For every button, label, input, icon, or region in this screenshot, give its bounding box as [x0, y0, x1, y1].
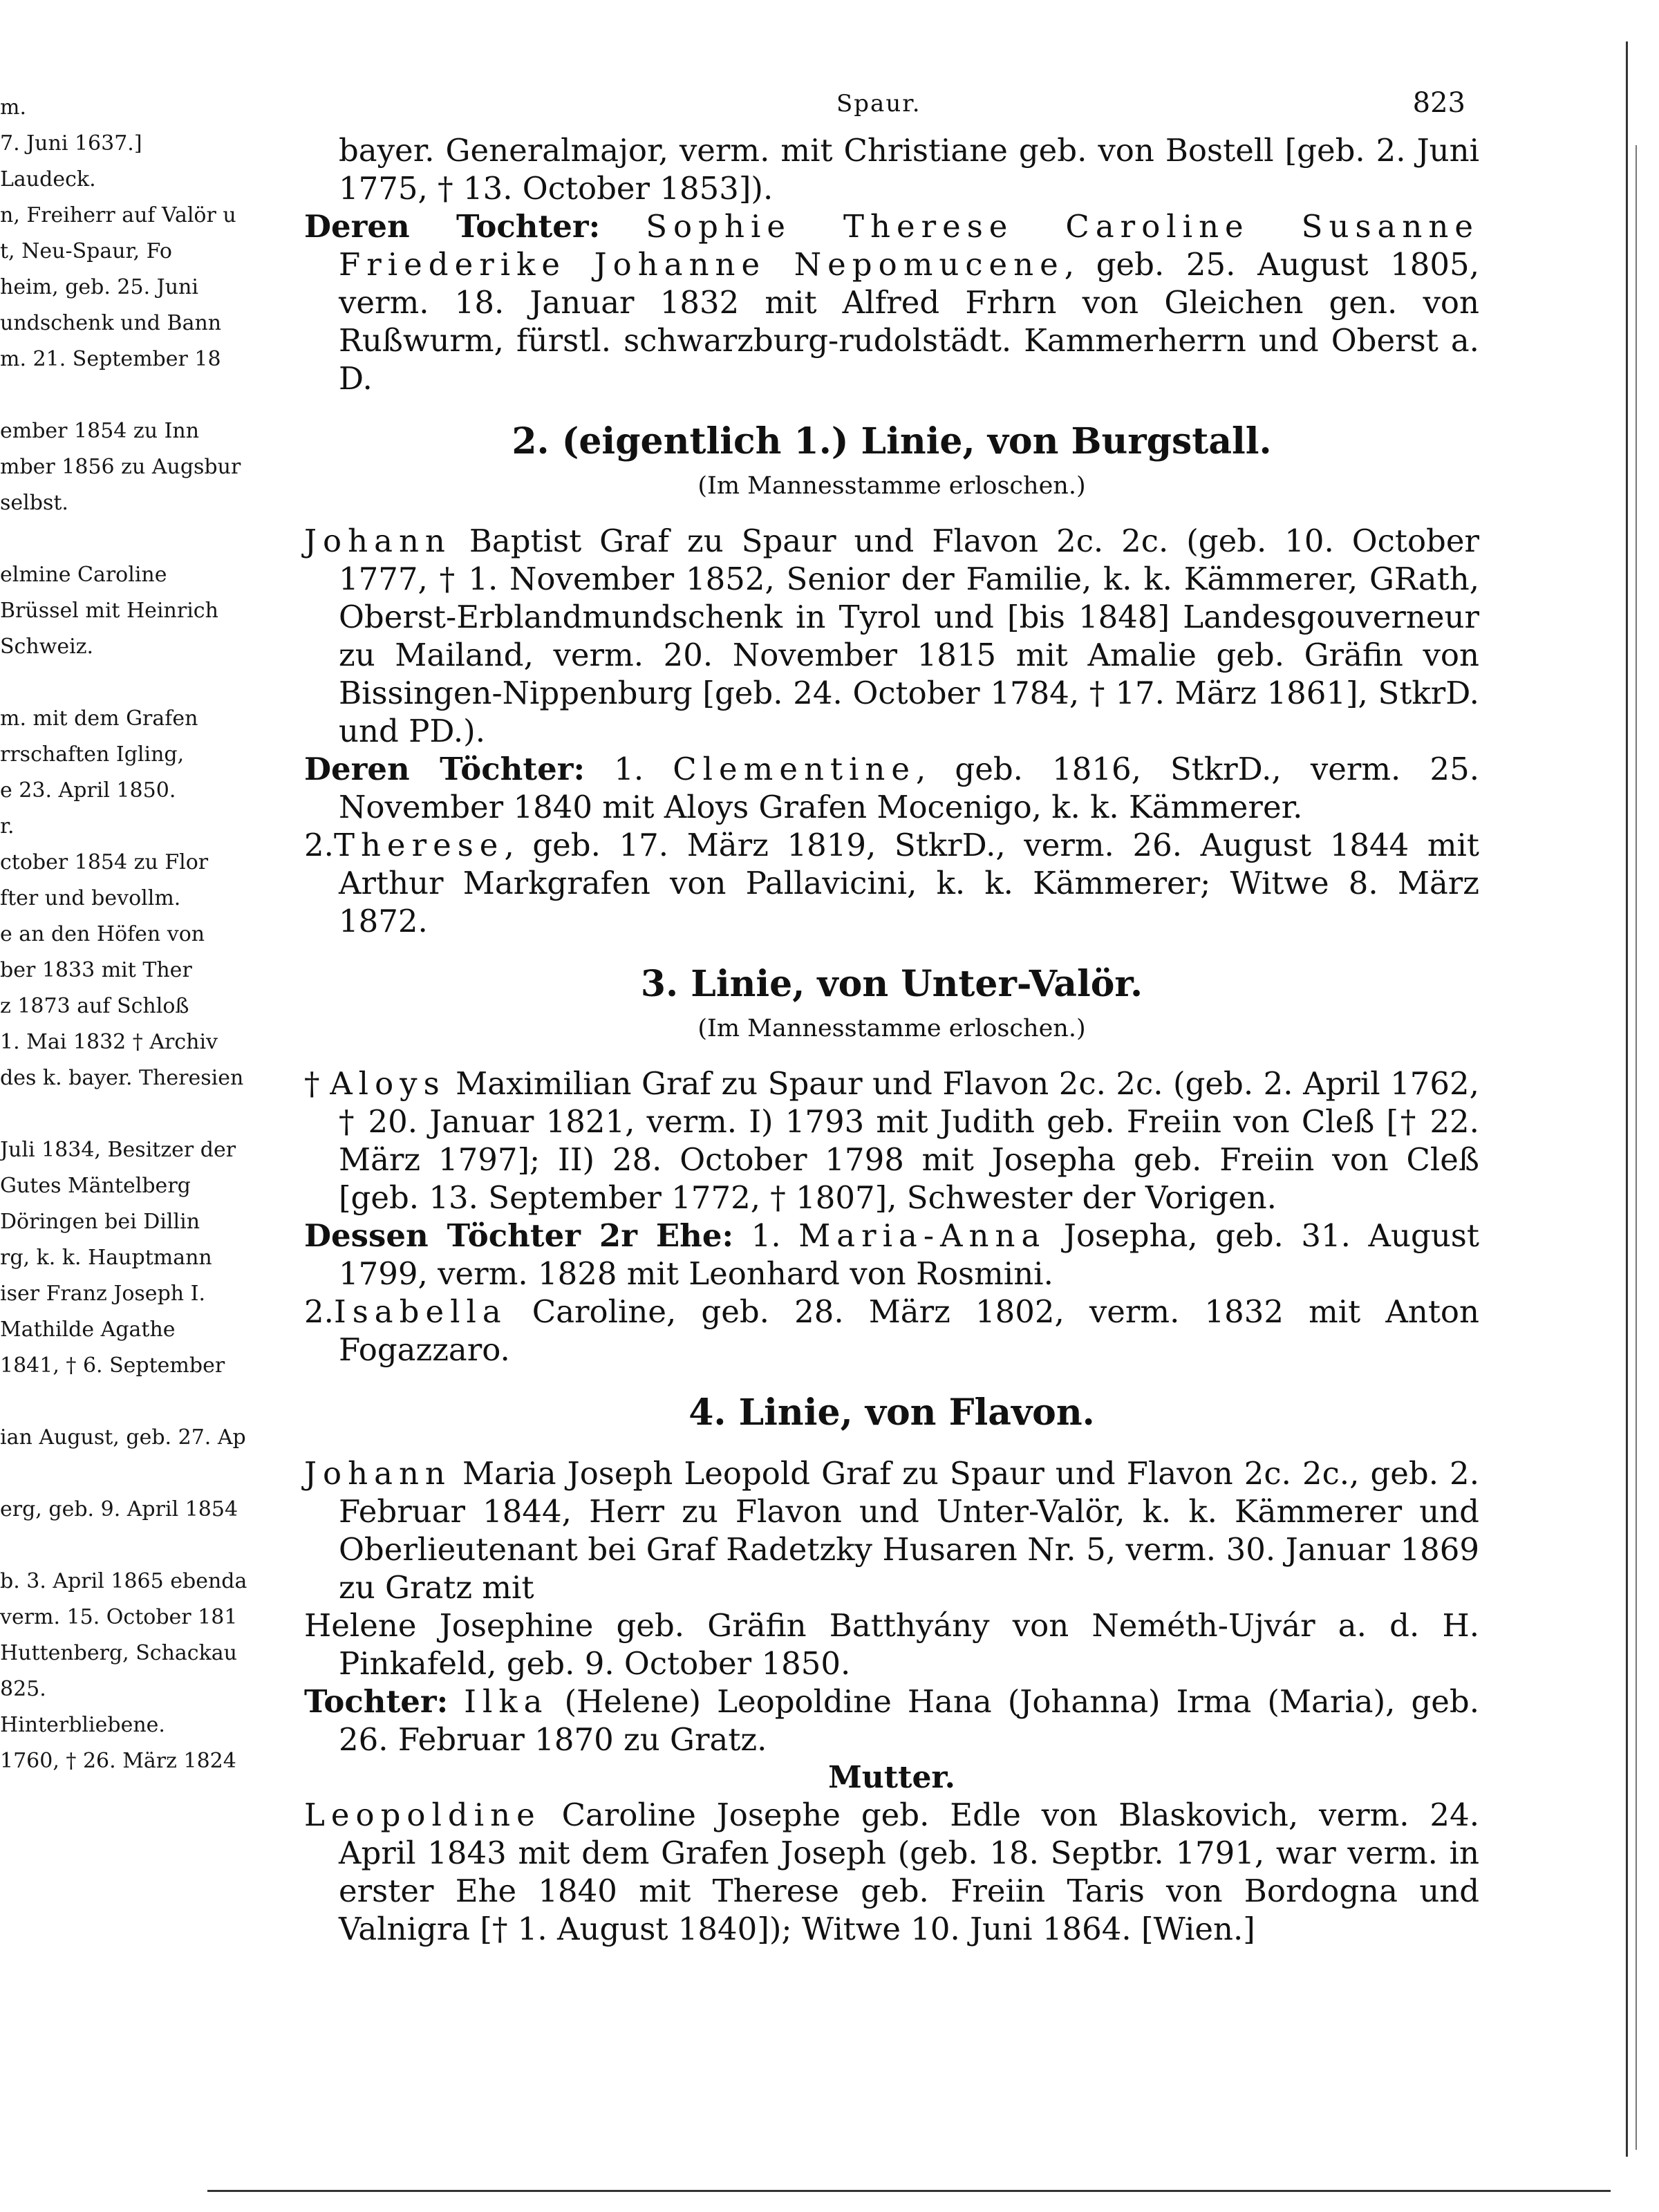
person-name: Therese — [333, 827, 505, 863]
left-fragment-line: Döringen bei Dillin — [0, 1210, 200, 1234]
left-fragment-line: m. — [0, 95, 26, 120]
left-fragment-line: rg, k. k. Hauptmann — [0, 1246, 212, 1270]
left-fragment-line: heim, geb. 25. Juni — [0, 275, 198, 299]
person-name: Sophie Therese Caroline Susanne Friederike Johanne Nepomucene — [339, 208, 1479, 283]
person-name: Clementine — [673, 751, 917, 787]
section-subheading: (Im Mannesstamme erloschen.) — [697, 1015, 1086, 1042]
left-fragment-line: ctober 1854 zu Flor — [0, 850, 209, 874]
left-fragment-line — [0, 1384, 214, 1420]
left-fragment-line: 1841, † 6. September — [0, 1353, 225, 1378]
person-entry: † Aloys Maximilian Graf zu Spaur und Flavon 2c. 2c. (geb. 2. April 1762, † 20. Januar 1821, verm. I) 1793 mit Judith geb. Freiin von Cleß [† 22. März 1797]; II) 28. October 1798 mit Josepha geb. Freiin von Cleß [geb. 13. September 1772, † 1807], Schwester der Vorigen. — [304, 1065, 1479, 1216]
page-edge — [1609, 0, 1659, 2212]
main-text-column — [304, 76, 1479, 1948]
daughter-entry: Deren Tochter: Sophie Therese Caroline Susanne Friederike Johanne Nepomucene, geb. 25. August 1805, verm. 18. Januar 1832 mit Alfred Frhrn von Gleichen gen. von Rußwurm, fürstl. schwarzburg-rudolstädt. Kammerherrn und Oberst a. D. — [304, 208, 1479, 397]
left-fragment-line: m. mit dem Grafen — [0, 706, 198, 731]
left-fragment-line: ember 1854 zu Inn — [0, 419, 200, 443]
left-fragment-line: t, Neu-Spaur, Fo — [0, 239, 172, 263]
spouse-entry: Helene Josephine geb. Gräfin Batthyány von Neméth-Ujvár a. d. H. Pinkafeld, geb. 9. October 1850. — [304, 1607, 1479, 1682]
left-fragment-line: erg, geb. 9. April 1854 — [0, 1497, 238, 1521]
left-fragment-line: Schweiz. — [0, 635, 94, 659]
left-fragment-line: Gutes Mäntelberg — [0, 1174, 191, 1198]
person-name: Ilka — [464, 1683, 549, 1720]
left-fragment-line: fter und bevollm. — [0, 886, 181, 910]
left-fragment-line: 1. Mai 1832 † Archiv — [0, 1030, 218, 1054]
left-fragment-line: undschenk und Bann — [0, 311, 222, 335]
left-fragment-line — [0, 377, 214, 413]
left-fragment-line: des k. bayer. Theresien — [0, 1066, 244, 1090]
left-fragment-line: m. 21. September 18 — [0, 347, 221, 371]
left-fragment-line: mber 1856 zu Augsbur — [0, 455, 241, 479]
left-fragment-line: r. — [0, 814, 15, 838]
left-fragment-line: Brüssel mit Heinrich — [0, 599, 218, 623]
left-fragment-line: verm. 15. October 181 — [0, 1605, 238, 1629]
left-fragment-line: 7. Juni 1637.] — [0, 131, 142, 156]
page-number: 823 — [1412, 87, 1465, 119]
left-fragment-line: e 23. April 1850. — [0, 778, 176, 803]
left-page-fragment — [0, 90, 247, 2094]
left-fragment-line: z 1873 auf Schloß — [0, 994, 189, 1018]
person-name: Maria-Anna — [798, 1217, 1047, 1254]
left-fragment-line — [0, 665, 214, 701]
left-fragment-line — [0, 1528, 214, 1564]
left-fragment-line: b. 3. April 1865 ebenda — [0, 1569, 247, 1593]
left-fragment-line: Juli 1834, Besitzer der — [0, 1138, 236, 1162]
continuation-paragraph: bayer. Generalmajor, verm. mit Christiane geb. von Bostell [geb. 2. Juni 1775, † 13. October 1853]). — [339, 132, 1479, 207]
running-head — [304, 76, 1479, 131]
left-fragment-line: n, Freiherr auf Valör u — [0, 203, 236, 227]
left-fragment-line: rrschaften Igling, — [0, 742, 185, 767]
daughter-entry: 2.Isabella Caroline, geb. 28. März 1802, verm. 1832 mit Anton Fogazzaro. — [304, 1293, 1479, 1368]
left-fragment-line: ian August, geb. 27. Ap — [0, 1425, 246, 1450]
left-fragment-line: selbst. — [0, 491, 68, 515]
left-fragment-line: iser Franz Joseph I. — [0, 1282, 206, 1306]
daughter-entry: Deren Töchter: 1. Clementine, geb. 1816, StkrD., verm. 25. November 1840 mit Aloys Grafen Mocenigo, k. k. Kämmerer. — [304, 751, 1480, 825]
page-bottom-edge — [207, 2190, 1611, 2192]
left-fragment-line: e an den Höfen von — [0, 922, 205, 946]
daughter-entry: Tochter: Ilka (Helene) Leopoldine Hana (Johanna) Irma (Maria), geb. 26. Februar 1870 zu Gratz. — [304, 1683, 1479, 1758]
person-entry: Johann Baptist Graf zu Spaur und Flavon 2c. 2c. (geb. 10. October 1777, † 1. November 1852, Senior der Familie, k. k. Kämmerer, GRath, Oberst-Erblandmundschenk in Tyrol und [bis 1848] Landesgouverneur zu Mailand, verm. 20. November 1815 mit Amalie geb. Gräfin von Bissingen-Nippenburg [geb. 24. October 1784, † 17. März 1861], StkrD. und PD.). — [304, 523, 1479, 749]
person-name: Leopoldine — [304, 1797, 541, 1833]
left-fragment-line: Hinterbliebene. — [0, 1713, 165, 1737]
section-heading: 2. (eigentlich 1.) Linie, von Burgstall. — [512, 420, 1272, 462]
left-fragment-line — [0, 1456, 214, 1492]
running-head-title: Spaur. — [836, 90, 921, 118]
person-name: Aloys — [330, 1065, 446, 1102]
left-fragment-line: 1760, † 26. März 1824 — [0, 1749, 236, 1773]
left-fragment-line: ber 1833 mit Ther — [0, 958, 192, 982]
page-edge-line — [1635, 145, 1637, 2150]
page-edge-line — [1626, 41, 1628, 2157]
section-heading: 4. Linie, von Flavon. — [688, 1391, 1095, 1434]
left-fragment-line: elmine Caroline — [0, 563, 167, 587]
daughter-entry: Dessen Töchter 2r Ehe: 1. Maria-Anna Josepha, geb. 31. August 1799, verm. 1828 mit Leonhard von Rosmini. — [304, 1217, 1479, 1292]
left-fragment-line: Mathilde Agathe — [0, 1318, 176, 1342]
mother-entry: Leopoldine Caroline Josephe geb. Edle von Blaskovich, verm. 24. April 1843 mit dem Grafen Joseph (geb. 18. Septbr. 1791, war verm. in erster Ehe 1840 mit Therese geb. Freiin Taris von Bordogna und Valnigra [† 1. August 1840]); Witwe 10. Juni 1864. [Wien.] — [304, 1797, 1479, 1947]
person-name: Johann — [304, 1455, 451, 1492]
mother-heading: Mutter. — [828, 1760, 955, 1795]
section-heading: 3. Linie, von Unter-Valör. — [640, 963, 1143, 1005]
daughter-entry: 2.Therese, geb. 17. März 1819, StkrD., verm. 26. August 1844 mit Arthur Markgrafen von Pallavicini, k. k. Kämmerer; Witwe 8. März 1872. — [304, 827, 1479, 939]
person-name: Isabella — [333, 1293, 507, 1330]
section-subheading: (Im Mannesstamme erloschen.) — [697, 472, 1086, 500]
left-fragment-line: Laudeck. — [0, 167, 96, 191]
left-fragment-line: Huttenberg, Schackau — [0, 1641, 237, 1665]
left-fragment-line — [0, 521, 214, 557]
person-entry: Johann Maria Joseph Leopold Graf zu Spaur und Flavon 2c. 2c., geb. 2. Februar 1844, Herr zu Flavon und Unter-Valör, k. k. Kämmerer und Oberlieutenant bei Graf Radetzky Husaren Nr. 5, verm. 30. Januar 1869 zu Gratz mit — [304, 1455, 1479, 1606]
left-fragment-line: 825. — [0, 1677, 46, 1701]
left-fragment-line — [0, 1096, 214, 1132]
person-name: Johann — [304, 523, 451, 559]
